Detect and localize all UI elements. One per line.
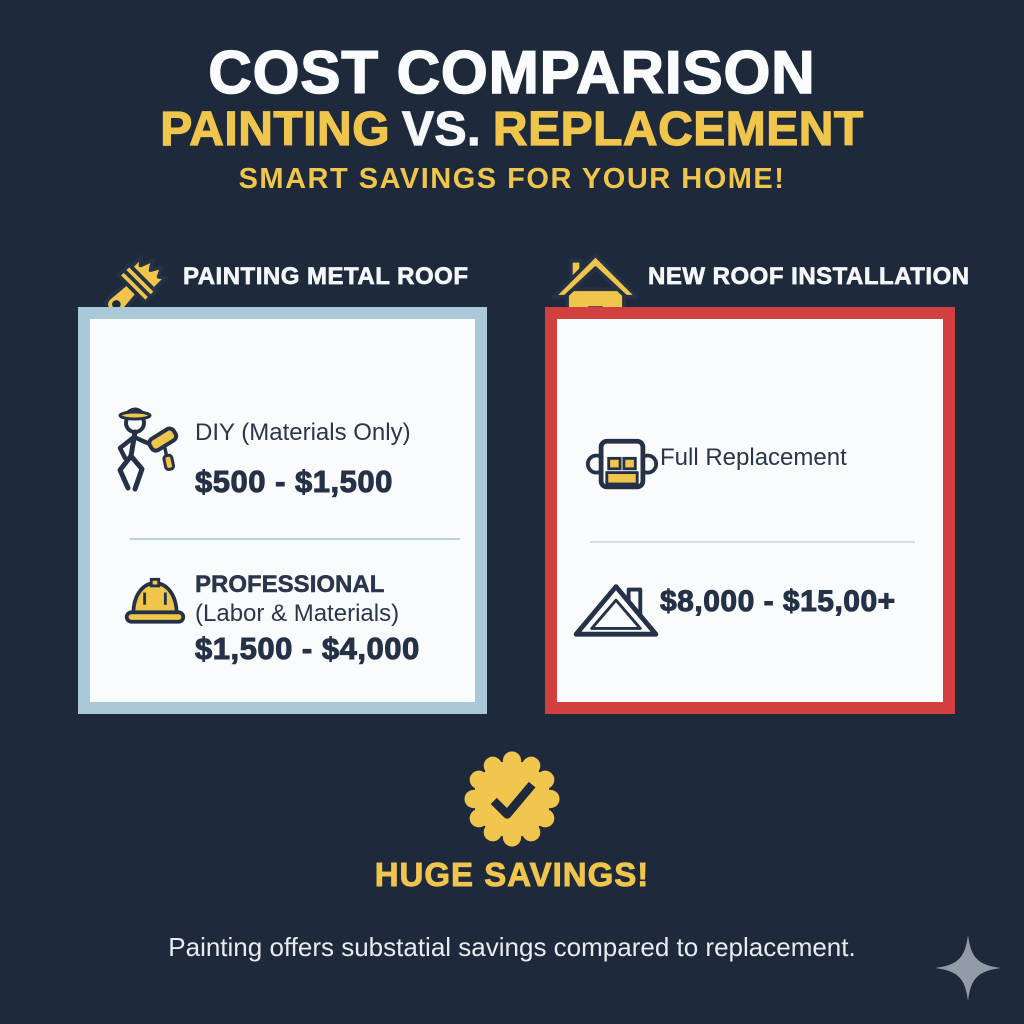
professional-label-line1: PROFESSIONAL: [195, 571, 385, 598]
replacement-card: [545, 307, 955, 714]
page-tagline: SMART SAVINGS FOR YOUR HOME!: [238, 163, 786, 195]
subtitle-vs: VS.: [402, 103, 481, 156]
professional-label-line2: (Labor & Materials): [195, 599, 400, 627]
professional-price: $1,500 - $4,000: [195, 631, 420, 666]
sparkle-icon: [932, 932, 1004, 1004]
painting-card: [78, 307, 487, 714]
replacement-card-divider: [590, 541, 915, 543]
painter-roller-icon: [95, 400, 185, 500]
page-title: COST COMPARISON: [208, 39, 816, 106]
savings-note: Painting offers substatial savings compared to replacement.: [168, 932, 856, 962]
diy-label: DIY (Materials Only): [195, 419, 411, 446]
huge-savings-heading: HUGE SAVINGS!: [374, 856, 650, 893]
page-subtitle: [0, 102, 1024, 157]
professional-label: [195, 571, 399, 629]
painting-card-header: PAINTING METAL ROOF: [183, 263, 469, 290]
materials-container-icon: [584, 431, 660, 499]
roof-outline-icon: [572, 574, 660, 642]
subtitle-painting: PAINTING: [160, 103, 391, 156]
diy-price: $500 - $1,500: [195, 464, 393, 499]
hardhat-icon: [122, 572, 188, 630]
check-badge-icon: [464, 751, 560, 847]
full-replacement-label: Full Replacement: [660, 444, 847, 471]
subtitle-replacement: REPLACEMENT: [492, 103, 864, 156]
painting-card-divider: [130, 538, 460, 540]
replacement-price: $8,000 - $15,00+: [660, 585, 896, 618]
replacement-card-header: NEW ROOF INSTALLATION: [648, 263, 970, 290]
